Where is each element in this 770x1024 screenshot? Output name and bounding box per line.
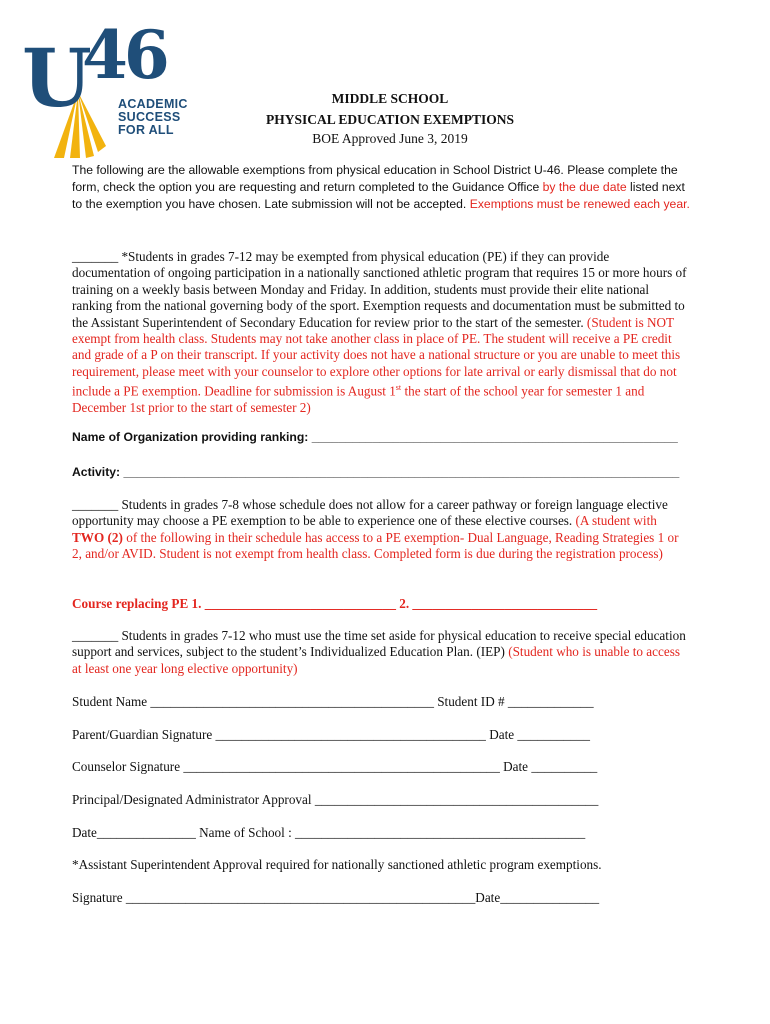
activity-field[interactable]: Activity: __________________________________________________________________________________ xyxy=(72,465,680,479)
principal-approval-field[interactable]: Principal/Designated Administrator Approval ___________________________________________ xyxy=(72,792,599,807)
logo-tagline: ACADEMIC SUCCESS FOR ALL xyxy=(118,97,188,137)
organization-field[interactable]: Name of Organization providing ranking: ______________________________________________________ xyxy=(72,430,678,444)
title-form-name: PHYSICAL EDUCATION EXEMPTIONS xyxy=(265,112,515,127)
parent-signature-field[interactable]: Parent/Guardian Signature _________________________________________ Date ___________ xyxy=(72,727,590,742)
course-replacing-field[interactable]: Course replacing PE 1. _____________________________ 2. ____________________________ xyxy=(72,596,598,611)
logo-u-letter: U xyxy=(22,31,86,125)
approval-date: BOE Approved June 3, 2019 xyxy=(312,131,468,146)
superintendent-signature-field[interactable]: Signature _____________________________________________________Date_______________ xyxy=(72,890,600,905)
approval-note: *Assistant Superintendent Approval required for nationally sanctioned athletic program exemptions. xyxy=(72,857,602,872)
counselor-signature-field[interactable]: Counselor Signature ________________________________________________ Date __________ xyxy=(72,759,598,774)
title-school-level: MIDDLE SCHOOL xyxy=(331,91,449,106)
exemption-option-iep: _______ Students in grades 7-12 who must use the time set aside for physical education to receive special education support and services, subject to the student’s Individualized Education Plan. (IEP) (Student who is unable to access at least one year long elective opportunity) xyxy=(72,628,686,676)
intro-paragraph: The following are the allowable exemptions from physical education in School District U-46. Please complete the form, check the option you are requesting and return completed to the Guidance Office by the due date listed next to the exemption you have chosen. Late submission will not be accepted. Exemptions must be renewed each year. xyxy=(72,163,690,211)
date-school-field[interactable]: Date_______________ Name of School : ____________________________________________ xyxy=(72,825,586,840)
student-name-field[interactable]: Student Name ___________________________________________ Student ID # _____________ xyxy=(72,694,594,709)
logo-46-number: 46 xyxy=(82,16,166,94)
exemption-option-elective: _______ Students in grades 7-8 whose schedule does not allow for a career pathway or foreign language elective opportunity may choose a PE exemption to be able to experience one of these elective courses. (A student with TWO (2) of the following in their schedule has access to a PE exemption- Dual Language, Reading Strategies 1 or 2, and/or AVID. Student is not exempt from health class. Completed form is due during the registration process) xyxy=(72,497,679,562)
exemption-option-athletic: _______ *Students in grades 7-12 may be exempted from physical education (PE) if they can provide documentation of ongoing participation in a nationally sanctioned athletic program that requires 15 or more hours of training on a weekly basis between Monday and Friday. In addition, students must provide their elite national ranking from the national governing body of the sport. Exemption requests and documentation must be submitted to the Assistant Superintendent of Secondary Education for review prior to the start of the semester. (Student is NOT exempt from health class. Students may not take another class in place of PE. The student will receive a PE credit and grade of a P on their transcript. If your activity does not have a national structure or you are unable to meet this requirement, please meet with your counselor to explore other options for late arrival or early dismissal that do not include a PE exemption. Deadline for submission is August 1st the start of the school year for semester 1 and December 1st prior to the start of semester 2) xyxy=(72,249,687,416)
